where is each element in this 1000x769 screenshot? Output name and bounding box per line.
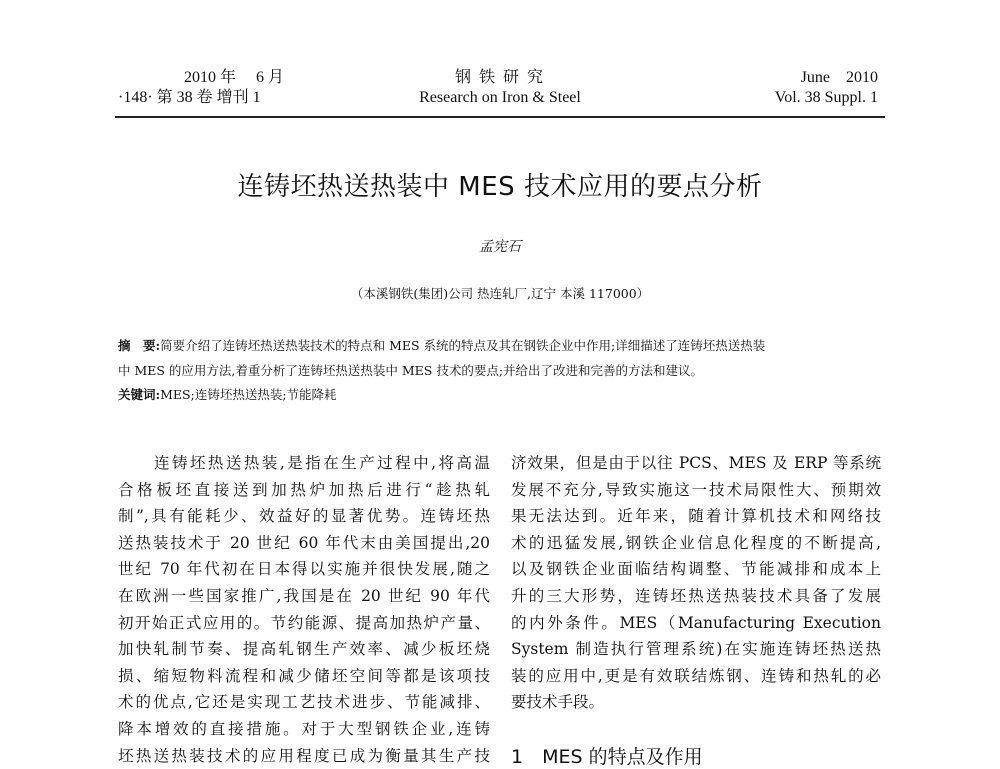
body-line: 送热装技术于 20 世纪 60 年代末由美国提出,20 — [118, 533, 490, 552]
body-line: 升的三大形势，连铸坯热送热装技术具备了发展 — [511, 586, 881, 605]
body-line: 装的应用中,更是有效联结炼钢、连铸和热轧的必 — [511, 666, 881, 685]
header-rule — [115, 116, 885, 118]
body-line: 要技术手段。 — [511, 693, 605, 712]
abstract — [118, 334, 890, 408]
journal-name-cn: 钢 铁 研 究 — [454, 69, 545, 86]
body-line: 世纪 70 年代初在日本得以实施并很快发展,随之 — [118, 560, 490, 579]
body-line: 连铸坯热送热装,是指在生产过程中,将高温 — [118, 454, 490, 472]
body-line: 降本增效的直接措施。对于大型钢铁企业,连铸 — [118, 719, 490, 738]
keywords: MES;连铸坯热送热装;节能降耗 — [160, 387, 337, 402]
abstract-line: 中 MES 的应用方法,着重分析了连铸坯热送热装中 MES 技术的要点;并给出了改进和完善的方法和建议。 — [118, 362, 704, 378]
body-line: 果无法达到。近年来，随着计算机技术和网络技 — [511, 507, 881, 526]
abstract-line: 简要介绍了连铸坯热送热装技术的特点和 MES 系统的特点及其在钢铁企业中作用;详细描述了连铸坯热送热装 — [160, 338, 766, 353]
header-date-cn: 2010 年 6 月 — [184, 69, 285, 86]
body-line: 坯热送热装技术的应用程度已成为衡量其生产技 — [118, 746, 490, 765]
abstract-label: 摘 要: — [118, 338, 161, 353]
body-line: 初开始正式应用的。节约能源、提高加热炉产量、 — [118, 613, 490, 632]
body-line: 术的迅猛发展,钢铁企业信息化程度的不断提高, — [511, 533, 881, 552]
body-line: 制”,具有能耗少、效益好的显著优势。连铸坯热 — [118, 507, 490, 526]
body-line: 加快轧制节奏、提高轧钢生产效率、减少板坯烧 — [118, 640, 490, 659]
header-date-en: June 2010 — [800, 69, 878, 86]
body-left-column — [118, 450, 490, 769]
journal-name-en: Research on Iron & Steel — [419, 89, 581, 106]
header-page-volume-cn: ·148· 第 38 卷 增刊 1 — [118, 89, 261, 106]
body-line: 合格板坯直接送到加热炉加热后进行“趁热轧 — [118, 480, 490, 499]
body-line: 济效果，但是由于以往 PCS、MES 及 ERP 等系统 — [511, 454, 881, 472]
body-line: 的内外条件。MES（Manufacturing Execution — [511, 613, 881, 632]
body-right-column — [511, 450, 881, 716]
keywords-label: 关键词: — [118, 387, 161, 402]
body-line: 发展不充分,导致实施这一技术局限性大、预期效 — [511, 480, 881, 499]
body-line: 以及钢铁企业面临结构调整、节能减排和成本上 — [511, 560, 881, 579]
body-line: 在欧洲一些国家推广,我国是在 20 世纪 90 年代 — [118, 586, 490, 605]
affiliation: （本溪钢铁(集团)公司 热连轧厂,辽宁 本溪 117000） — [350, 286, 650, 301]
body-line: System 制造执行管理系统)在实施连铸坯热送热 — [511, 640, 881, 659]
author: 孟宪石 — [479, 239, 521, 255]
header-volume-en: Vol. 38 Suppl. 1 — [774, 89, 878, 106]
body-line: 术的优点,它还是实现工艺技术进步、节能减排、 — [118, 693, 490, 712]
section-heading: 1 MES 的特点及作用 — [511, 746, 703, 768]
body-line: 损、缩短物料流程和减少储坯空间等都是该项技 — [118, 666, 490, 685]
paper-title: 连铸坯热送热装中 MES 技术应用的要点分析 — [237, 172, 763, 202]
